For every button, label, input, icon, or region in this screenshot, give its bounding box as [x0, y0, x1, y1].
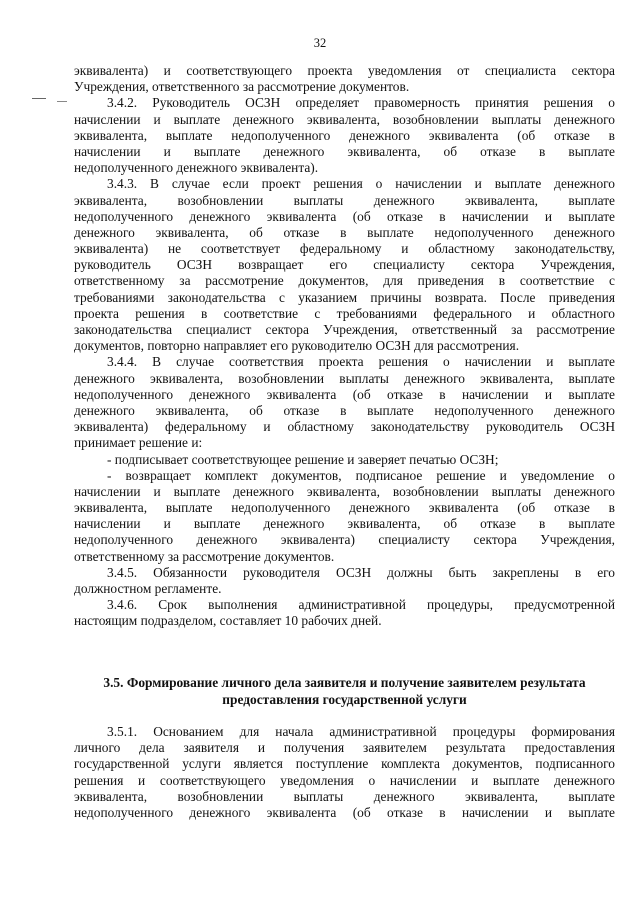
scan-mark: [32, 98, 46, 99]
text-line: руководитель ОСЗН возвращает его специалисту сектора Учреждения,: [74, 257, 615, 273]
text-line: эквивалента, возобновлении выплаты денежного эквивалента, выплате: [74, 788, 615, 804]
text-line: денежного эквивалента, возобновлении выплаты денежного эквивалента, выплате: [74, 370, 615, 386]
text-line: государственной услуги является поступление комплекта документов, подписанного: [74, 756, 615, 772]
text-line: эквивалента) и соответствующего проекта уведомления от специалиста сектора: [74, 63, 615, 78]
text-line: ответственному за рассмотрение документов.: [74, 548, 335, 564]
text-line: 3.4.3. В случае если проект решения о начислении и выплате денежного: [107, 176, 615, 192]
scan-mark: [57, 101, 67, 102]
text-line: проекта решения в соответствие с требованиями федерального и областного: [74, 305, 615, 321]
text-line: документов, повторно направляет его руководителю ОСЗН для рассмотрения.: [74, 338, 520, 354]
text-line: 3.4.5. Обязанности руководителя ОСЗН должны быть закреплены в его: [107, 564, 615, 580]
heading-line: 3.5. Формирование личного дела заявителя и получение заявителем результата: [103, 675, 586, 690]
text-line: недополученного денежного эквивалента).: [74, 160, 319, 176]
text-line: недополученного денежного эквивалента (об отказе в начислении и выплате: [74, 804, 615, 820]
text-line: ответственному за рассмотрение документов, для приведения в соответствие с: [74, 273, 615, 289]
heading-line: предоставления государственной услуги: [222, 692, 467, 707]
text-line: эквивалента) не соответствует федеральному и областному законодательству,: [74, 241, 615, 257]
text-line: 3.4.6. Срок выполнения административной процедуры, предусмотренной: [107, 597, 615, 613]
text-line: недополученного денежного эквивалента (об отказе в начислении и выплате: [74, 386, 615, 402]
text-line: 3.4.2. Руководитель ОСЗН определяет правомерность принятия решения о: [107, 95, 615, 111]
section-3-5-text: [74, 724, 615, 821]
text-line: эквивалента, выплате недополученного денежного эквивалента (об отказе в: [74, 500, 615, 516]
text-line: Учреждения, ответственного за рассмотрение документов.: [74, 79, 410, 95]
text-line: начислении и выплате денежного эквивалента, возобновлении выплаты денежного: [74, 111, 615, 127]
text-line: эквивалента) федеральному и областному законодательству руководитель ОСЗН: [74, 419, 615, 435]
section-3-4-text: [74, 63, 615, 630]
text-line: должностном регламенте.: [74, 581, 222, 596]
text-line: решения и соответствующего уведомления о начислении и выплате денежного: [74, 772, 615, 788]
list-item: - возвращает комплект документов, подписаное решение и уведомление о: [107, 467, 615, 483]
text-line: требованиями законодательства с указанием причины возврата. После приведения: [74, 289, 615, 305]
page-number: 32: [313, 36, 327, 50]
text-line: начислении и выплате денежного эквивалента, об отказе в выплате: [74, 516, 615, 532]
text-line: эквивалента, выплате недополученного денежного эквивалента (об отказе в: [74, 127, 615, 143]
text-line: начислении и выплате денежного эквивалента, об отказе в выплате: [74, 143, 615, 159]
list-item: - подписывает соответствующее решение и заверяет печатью ОСЗН;: [107, 451, 499, 467]
text-line: принимает решение и:: [74, 435, 203, 451]
text-line: недополученного денежного эквивалента (об отказе в начислении и выплате: [74, 208, 615, 224]
text-line: законодательства специалист сектора Учреждения, ответственный за рассмотрение: [74, 322, 615, 337]
text-line: настоящим подразделом, составляет 10 рабочих дней.: [74, 613, 382, 629]
text-line: денежного эквивалента, об отказе в выплате недополученного денежного: [74, 224, 615, 240]
section-heading: [74, 674, 615, 708]
text-line: денежного эквивалента, об отказе в выплате недополученного денежного: [74, 402, 615, 418]
text-line: начислении и выплате денежного эквивалента, возобновлении выплаты денежного: [74, 483, 615, 499]
text-line: недополученного денежного эквивалента) специалисту сектора Учреждения,: [74, 532, 615, 548]
text-line: 3.4.4. В случае соответствия проекта решения о начислении и выплате: [107, 354, 615, 370]
text-line: личного дела заявителя и получения заявителем результата предоставления: [74, 740, 615, 756]
text-line: 3.5.1. Основанием для начала административной процедуры формирования: [107, 724, 615, 739]
text-line: эквивалента, возобновлении выплаты денежного эквивалента, выплате: [74, 192, 615, 208]
